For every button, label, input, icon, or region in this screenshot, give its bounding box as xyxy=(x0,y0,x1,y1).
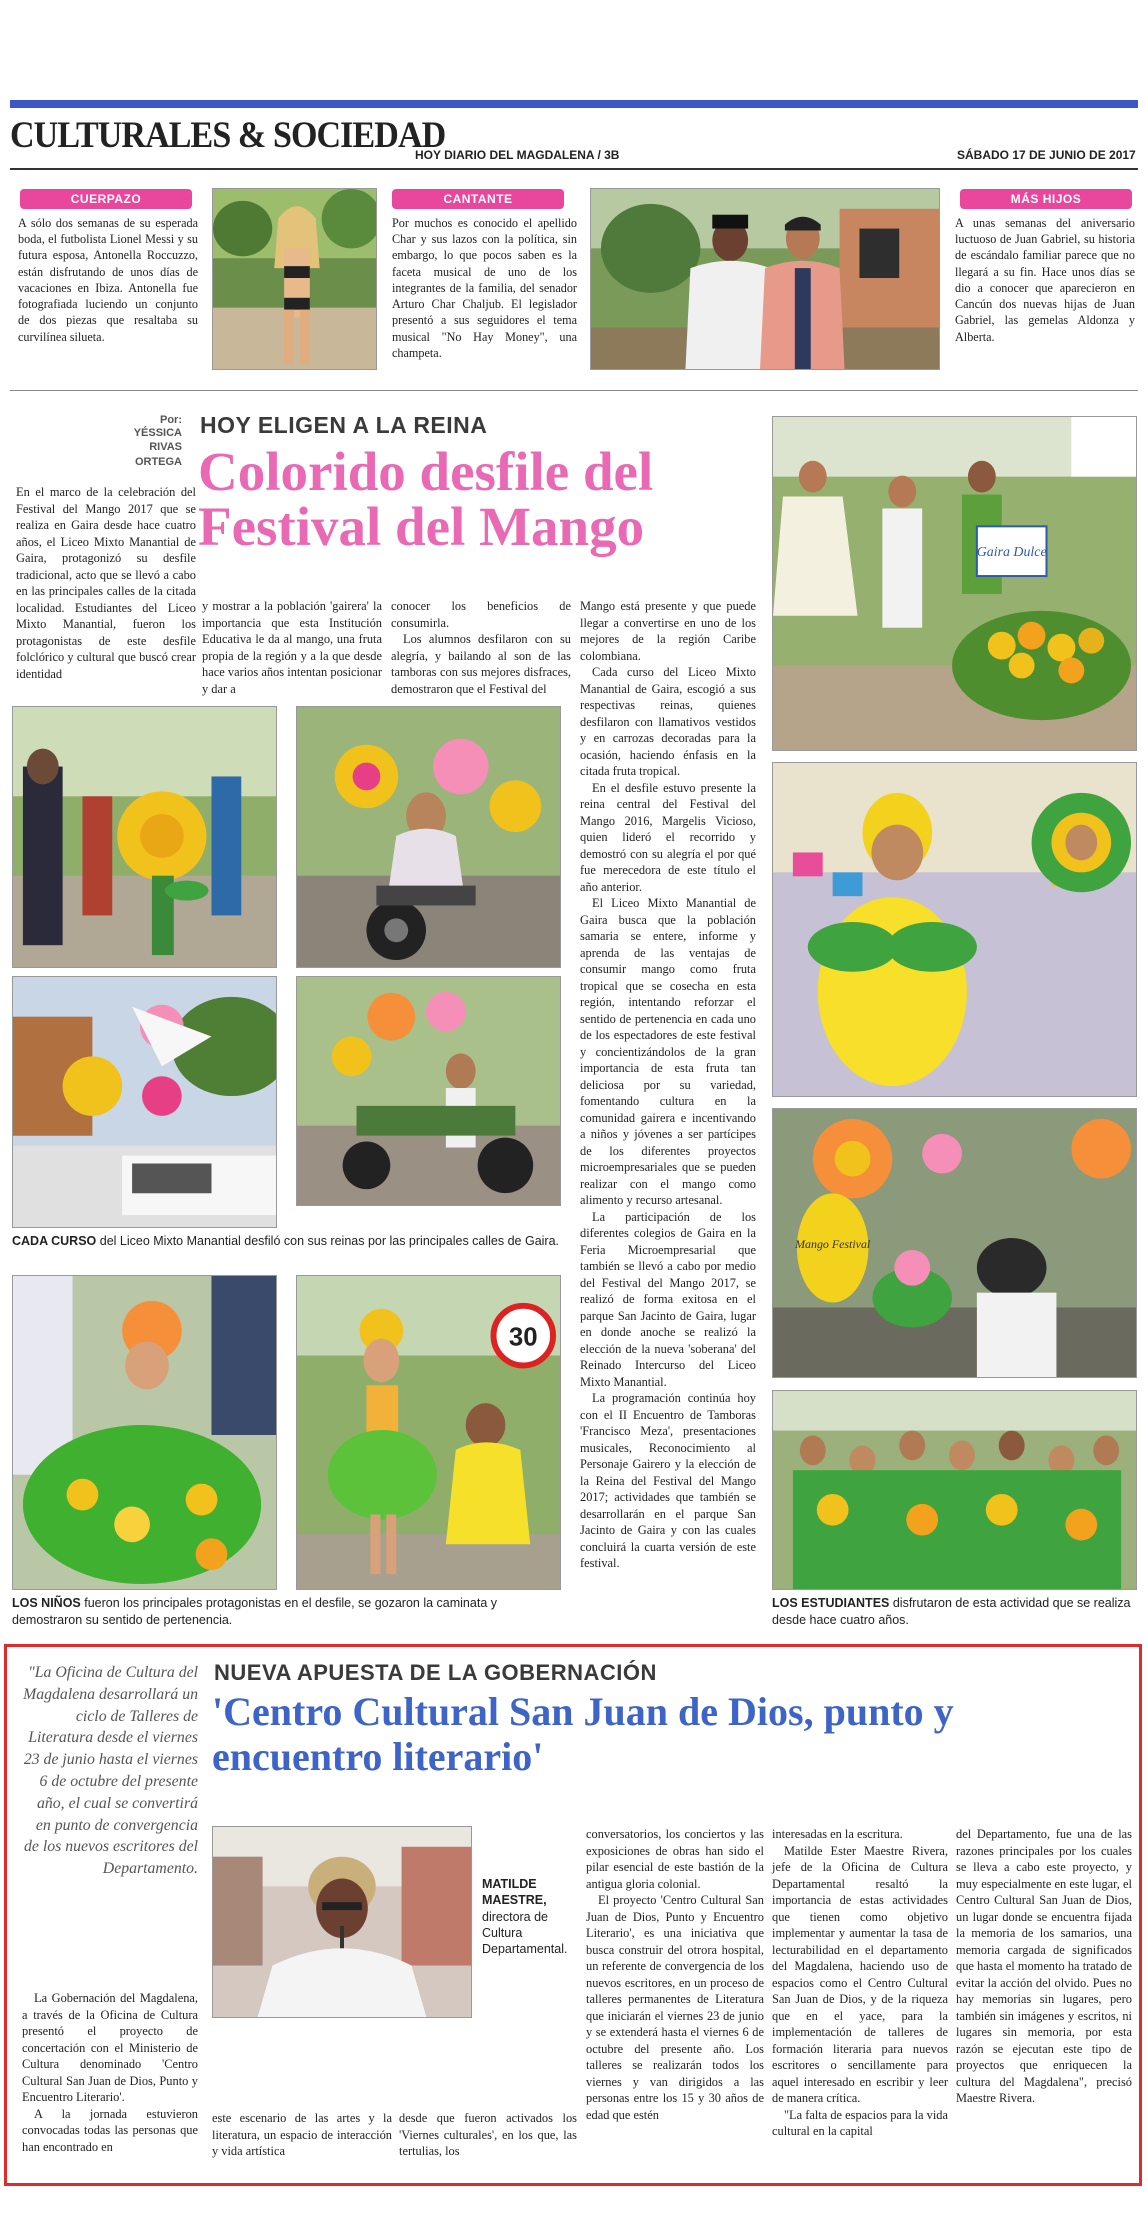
top-rule xyxy=(10,100,1138,108)
article1-col4-p5: La participación de los diferentes colegios de Gaira en la Feria Microempresarial que también se llevó a cabo por medio del Festival del Mango 2017, se realizó de forma exitosa en el parque San Jacinto de Gaira, lugar en donde anoche se realizó la elección de la nueva 'soberana' del Reinado Intercurso del Liceo Mixto Manantial. xyxy=(580,1209,756,1389)
article2-col5-p1: interesadas en la escritura. xyxy=(772,1827,903,1841)
matilde-caption-text: directora de Cultura Departamental. xyxy=(482,1909,568,1956)
article2-col3: desde que fueron activados los 'Viernes culturales', en los que, las tertulias, los xyxy=(399,2111,577,2158)
article2-col1-p2: A la jornada estuvieron convocadas todas las personas que han encontrado en xyxy=(22,2106,198,2154)
brief-text-cantante: Por muchos es conocido el apellido Char y sus lazos con la política, sin embargo, lo que pocos saben es la faceta musical de uno de los integrantes de la familia, del senador Arturo Char Chaljub. El legislador presentó a sus seguidores el tema musical "No Hay Money", una champeta. xyxy=(392,216,577,360)
byline-prefix: Por: xyxy=(160,414,182,426)
article2-col4-p2: El proyecto 'Centro Cultural San Juan de Dios, Punto y Encuentro Literario', es una iniciativa que busca construir del otrora hospital, un referente de convergencia de los nuevos escritores, en un proceso de talleres permanentes de Literatura que iniciarán el viernes 23 de junio y se extenderá hasta el viernes 6 de octubre del presente año. Los talleres se realizarán todos los viernes y van dirigidos a las personas entre los 15 y 30 años de edad que estén xyxy=(586,1893,764,2122)
article2-col6 xyxy=(956,1826,1132,2107)
brief-label-mas-hijos: MÁS HIJOS xyxy=(960,189,1132,209)
photo-girl-green-dress xyxy=(296,1275,561,1590)
photo-matilde-maestre xyxy=(212,1826,472,2018)
article2-kicker: NUEVA APUESTA DE LA GOBERNACIÓN xyxy=(214,1660,657,1685)
caption-los-estudiantes-bold: LOS ESTUDIANTES xyxy=(772,1596,890,1610)
article2-col4-p1: conversatorios, los conciertos y las exposiciones de obras han sido el pilar esencial de este bastión de la antigua gloria colonial. xyxy=(586,1827,764,1891)
caption-los-estudiantes xyxy=(772,1595,1137,1629)
article2-headline: 'Centro Cultural San Juan de Dios, punto y encuentro literario' xyxy=(212,1689,954,1779)
briefs-divider xyxy=(10,390,1138,391)
article1-headline: Colorido desfile del Festival del Mango xyxy=(198,441,654,557)
photo-child-green-dress xyxy=(12,1275,277,1590)
caption-cada-curso-bold: CADA CURSO xyxy=(12,1234,97,1248)
article1-kicker: HOY ELIGEN A LA REINA xyxy=(200,412,488,438)
caption-los-ninos xyxy=(12,1595,562,1629)
caption-cada-curso xyxy=(12,1233,562,1250)
brief-text-cuerpazo: A sólo dos semanas de su esperada boda, el futbolista Lionel Messi y su futura esposa, Antonella Roccuzzo, están disfrutando de unos días de vacaciones en Ibiza. Antonella fue fotografiada luciendo un conjunto de dos piezas que resaltaba su curvilínea silueta. xyxy=(18,216,198,344)
article1-col4-p4: El Liceo Mixto Manantial de Gaira busca que la población samaria se entere, informe y aprenda de las ventajas de consumir mango como fruta tropical que se cosecha en esta región, intentando reforzar el sentido de pertenencia en cada uno de los espectadores de este festival y concientizándolos de la gran importancia de esta fruta tan deliciosa por su variedad, fomentando cultura en la comunidad gairera e incentivando a niños y jóvenes a ser partícipes de los diferentes proyectos microempresariales que se pueden realizar con el mango como alimento y recurso artesanal. xyxy=(580,896,756,1207)
section-title: CULTURALES & SOCIEDAD xyxy=(10,115,446,156)
article2-col6-p1: del Departamento, fue una de las razones principales por los cuales se lleva a cabo este proyecto, y muy especialmente en este lugar, el Centro Cultural San Juan de Dios, un lugar donde se encuentra fijada la memoria de los samarios, una memoria cargada de significados que hasta el momento ha tratado de evitar la acción del olvido. Pues no hay memorias sin lugares, pero también sin imágenes y escritos, ni lugares sin memoria, por esta razón se ejecutan este tipo de proyectos que enriquecen la cultura del Magdalena", precisó Maestre Rivera. xyxy=(956,1827,1132,2105)
photo-mango-festival-sign xyxy=(772,1108,1137,1378)
speed-sign-number: 30 xyxy=(508,1323,538,1352)
article2-col4 xyxy=(586,1826,764,2123)
paper-name: HOY DIARIO DEL MAGDALENA / 3B xyxy=(415,148,620,162)
caption-cada-curso-text: del Liceo Mixto Manantial desfiló con sus reinas por las principales calles de Gaira. xyxy=(99,1234,560,1248)
header-rule xyxy=(10,168,1138,170)
photo-float-motorbike xyxy=(296,706,561,968)
article2-col1 xyxy=(22,1990,198,2155)
photo-students-group xyxy=(772,1390,1137,1590)
article2-col5 xyxy=(772,1826,948,2140)
matilde-caption-name: MATILDE MAESTRE, xyxy=(482,1877,547,1908)
article2-pullquote: "La Oficina de Cultura del Magdalena desarrollará un ciclo de Talleres de Literatura desde el viernes 23 de junio hasta el viernes 6 de octubre del presente año, el cual se convertirá en punto de convergencia de los nuevos escritores del Departamento. xyxy=(23,1664,198,1878)
article1-col4-p1: Mango está presente y que puede llegar a convertirse en uno de los mejores de la región Caribe colombiana. xyxy=(580,599,756,663)
mango-festival-sign: Mango Festival xyxy=(795,1236,871,1251)
photo-motorbike-float-2 xyxy=(296,976,561,1206)
matilde-caption xyxy=(482,1876,577,1957)
article1-col4 xyxy=(580,598,756,1572)
photo-truck-float xyxy=(12,976,277,1228)
article1-col4-p6: La programación continúa hoy con el II Encuentro de Tamboras 'Francisco Meza', presentaciones musicales, Reconocimiento al Personaje Gairero y la elección de la Reina del Festival del Mango 2017; actividades que también se desarrollarán en el parque San Jacinto de Gaira y con las cuales concluirá la cuarta versión de este festival. xyxy=(580,1391,756,1570)
article1-col2: y mostrar a la población 'gairera' la importancia que esta Institución Educativa le da al mango, una fruta propia de la región y a la que desde hace varios años intentan posicionar y dar a xyxy=(202,599,382,696)
brief-label-cuerpazo: CUERPAZO xyxy=(20,189,192,209)
caption-los-ninos-bold: LOS NIÑOS xyxy=(12,1596,81,1610)
photo-mango-costume-boy xyxy=(772,762,1137,1097)
caption-los-ninos-text: fueron los principales protagonistas en el desfile, se gozaron la caminata y demostraron su sentido de pertenencia. xyxy=(12,1596,497,1627)
article1-col4-p3: En el desfile estuvo presente la reina central del Festival del Mango 2016, Margelis Vicioso, quien lideró el recorrido y demostró con su alegría el por qué fue merecedora de este título el año anterior. xyxy=(580,780,756,894)
article2-col1-p1: La Gobernación del Magdalena, a través de la Oficina de Cultura presentó el proyecto de concertación con el Ministerio de Cultura denominado 'Centro Cultural San Juan de Dios, Punto y Encuentro Literario'. xyxy=(22,1991,198,2104)
article2-col2: este escenario de las artes y la literatura, un espacio de interacción y vida artística xyxy=(212,2111,392,2158)
article2-col5-p2: Matilde Ester Maestre Rivera, jefe de la Oficina de Cultura Departamental resaltó la importancia de estas actividades que tienen como objetivo implementar y aumentar la tasa de lecturabilidad en el departamento del Magdalena, haciendo uso de espacios como el Centro Cultural San Juan de Dios, y de la riqueza que en el yace, para la implementación de talleres de formación literaria para nuevos escritores o sencillamente para aquel interesado en escribir y leer de manera crítica. xyxy=(772,1843,948,2105)
photo-parade-sunflower xyxy=(12,706,277,968)
article1-col3-p1: conocer los beneficios de consumirla. xyxy=(391,599,571,630)
caption-los-estudiantes-text: disfrutaron de esta actividad que se realiza desde hace cuatro años. xyxy=(772,1596,1131,1627)
article1-col1: En el marco de la celebración del Festival del Mango 2017 que se realiza en Gaira desde hace cuatro años, el Liceo Mixto Manantial de Gaira, protagonizó su desfile tradicional, acto que se llevó a cabo en las principales calles de la citada localidad. Estudiantes del Liceo Mixto Manantial, fueron los protagonistas de este desfile folclórico y cultural que buscó crear identidad xyxy=(16,485,196,681)
brief-photo-char xyxy=(590,188,940,370)
page-date: SÁBADO 17 DE JUNIO DE 2017 xyxy=(957,148,1136,162)
article1-col3-p2: Los alumnos desfilaron con su alegría, y bailando al son de las tamboras con sus mejores disfraces, demostraron que el Festival del xyxy=(391,632,571,696)
gaira-dulce-sign: Gaira Dulce xyxy=(976,545,1047,561)
article1-col4-p2: Cada curso del Liceo Mixto Manantial de Gaira, escogió a sus respectivas reinas, quienes desfilaron con llamativos vestidos y en carrozas decoradas para la ocasión, haciendo énfasis en la citada fruta tropical. xyxy=(580,665,756,778)
article1-col3 xyxy=(391,598,571,697)
byline-name: YÉSSICA RIVAS ORTEGA xyxy=(133,427,182,468)
brief-text-mas-hijos: A unas semanas del aniversario luctuoso de Juan Gabriel, su historia de escándalo familiar parece que no llegará a su fin. Hace unos días se dio a conocer que aparecieron en Cancún dos nuevas hijas de Juan Gabriel, las gemelas Aldonza y Alberta. xyxy=(955,216,1135,344)
article2-col5-p3: "La falta de espacios para la vida cultural en la capital xyxy=(772,2107,948,2138)
photo-gaira-dulce-float xyxy=(772,416,1137,751)
brief-label-cantante: CANTANTE xyxy=(392,189,564,209)
brief-photo-antonella xyxy=(212,188,377,370)
